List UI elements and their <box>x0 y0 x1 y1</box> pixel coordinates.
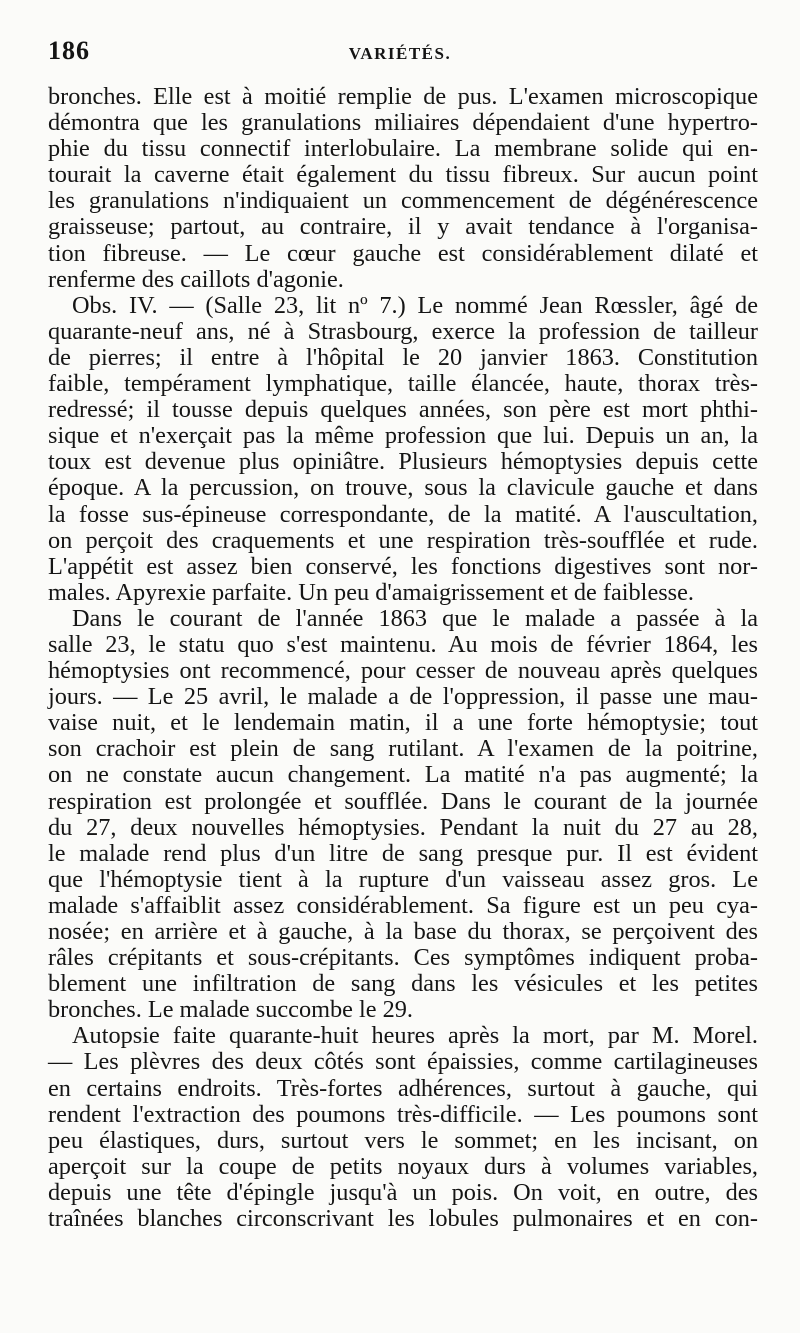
text-line: graisseuse; partout, au contraire, il y avait tendance à l'organisa- <box>48 213 758 241</box>
text-line: Obs. IV. — (Salle 23, lit nº 7.) Le nommé Jean Rœssler, âgé de <box>72 291 758 319</box>
text-line: que l'hémoptysie tient à la rupture d'un vaisseau assez gros. Le <box>48 865 758 893</box>
page-number: 186 <box>48 36 90 65</box>
text-line: redressé; il tousse depuis quelques années, son père est mort phthi- <box>48 396 758 424</box>
text-line: tion fibreuse. — Le cœur gauche est considérablement dilaté et <box>48 239 758 267</box>
text-line: respiration est prolongée et soufflée. Dans le courant de la journée <box>48 787 758 815</box>
text-line: sique et n'exerçait pas la même profession que lui. Depuis un an, la <box>48 422 758 450</box>
text-line: la fosse sus-épineuse correspondante, de la matité. A l'auscultation, <box>48 500 758 528</box>
text-line: nosée; en arrière et à gauche, à la base du thorax, se perçoivent des <box>48 918 758 945</box>
text-line: époque. A la percussion, on trouve, sous la clavicule gauche et dans <box>48 474 758 502</box>
text-line: traînées blanches circonscrivant les lobules pulmonaires et en con- <box>48 1205 758 1233</box>
text-line: hémoptysies ont recommencé, pour cesser de nouveau après quelques <box>48 657 758 685</box>
text-line: le malade rend plus d'un litre de sang presque pur. Il est évident <box>48 839 758 867</box>
text-line: tourait la caverne était également du tissu fibreux. Sur aucun point <box>48 161 758 189</box>
running-head: VARIÉTÉS. <box>348 44 452 63</box>
text-line: peu élastiques, durs, surtout vers le sommet; en les incisant, on <box>48 1126 758 1154</box>
text-line: blement une infiltration de sang dans les vésicules et les petites <box>48 970 758 998</box>
page-header <box>48 36 752 76</box>
text-line: vaise nuit, et le lendemain matin, il a une forte hémoptysie; tout <box>48 709 758 737</box>
text-line: rendent l'extraction des poumons très-difficile. — Les poumons sont <box>48 1100 758 1128</box>
text-line: malade s'affaiblit assez considérablement. Sa figure est un peu cya- <box>48 891 758 919</box>
text-line: salle 23, le statu quo s'est maintenu. Au mois de février 1864, les <box>48 630 758 658</box>
text-line: démontra que les granulations miliaires dépendaient d'une hypertro- <box>48 109 758 137</box>
text-line: en certains endroits. Très-fortes adhérences, surtout à gauche, qui <box>48 1074 758 1102</box>
text-line: renferme des caillots d'agonie. <box>48 265 344 293</box>
text-line: depuis une tête d'épingle jusqu'à un pois. On voit, en outre, des <box>48 1178 758 1206</box>
text-line: phie du tissu connectif interlobulaire. La membrane solide qui en- <box>48 135 758 163</box>
text-line: bronches. Le malade succombe le 29. <box>48 996 413 1024</box>
text-line: quarante-neuf ans, né à Strasbourg, exerce la profession de tailleur <box>48 317 758 345</box>
text-line: les granulations n'indiquaient un commencement de dégénérescence <box>48 187 758 215</box>
text-line: — Les plèvres des deux côtés sont épaissies, comme cartilagineuses <box>48 1048 758 1076</box>
text-line: jours. — Le 25 avril, le malade a de l'oppression, il passe une mau- <box>48 683 758 711</box>
text-line: aperçoit sur la coupe de petits noyaux durs à volumes variables, <box>48 1152 758 1180</box>
text-line: Autopsie faite quarante-huit heures après la mort, par M. Morel. <box>72 1022 758 1050</box>
text-line: de pierres; il entre à l'hôpital le 20 janvier 1863. Constitution <box>48 343 758 371</box>
text-line: males. Apyrexie parfaite. Un peu d'amaigrissement et de faiblesse. <box>48 578 694 606</box>
text-line: Dans le courant de l'année 1863 que le malade a passée à la <box>72 604 758 632</box>
text-line: toux est devenue plus opiniâtre. Plusieurs hémoptysies depuis cette <box>48 448 758 476</box>
body-text <box>48 84 758 1232</box>
text-line: bronches. Elle est à moitié remplie de pus. L'examen microscopique <box>48 83 758 110</box>
text-line: on perçoit des craquements et une respiration très-soufflée et rude. <box>48 526 758 554</box>
text-line: son crachoir est plein de sang rutilant. A l'examen de la poitrine, <box>48 735 758 763</box>
text-line: râles crépitants et sous-crépitants. Ces symptômes indiquent proba- <box>48 944 758 972</box>
text-line: faible, tempérament lymphatique, taille élancée, haute, thorax très- <box>48 370 758 398</box>
text-line: on ne constate aucun changement. La matité n'a pas augmenté; la <box>48 761 758 789</box>
text-line: L'appétit est assez bien conservé, les fonctions digestives sont nor- <box>48 552 758 580</box>
text-line: du 27, deux nouvelles hémoptysies. Pendant la nuit du 27 au 28, <box>48 813 758 841</box>
